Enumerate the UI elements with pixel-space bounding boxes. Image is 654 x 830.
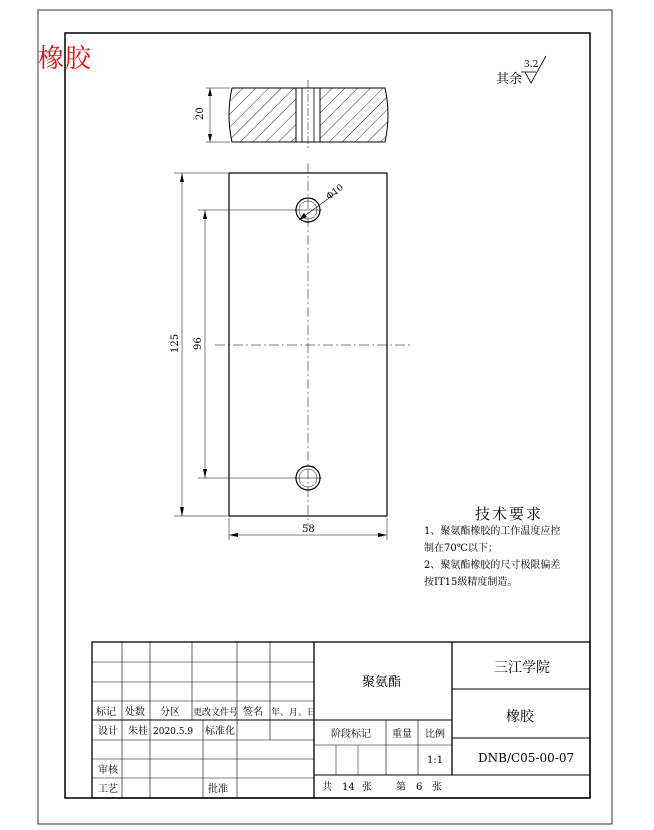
tb-scale-label: 比例 bbox=[425, 729, 445, 740]
tech-line-2: 制在70℃以下； bbox=[424, 543, 498, 554]
tb-design-label: 设计 bbox=[98, 726, 118, 737]
tb-part-name: 橡胶 bbox=[506, 709, 534, 725]
dim-thickness: 20 bbox=[195, 107, 206, 120]
tb-material: 聚氨酯 bbox=[362, 675, 402, 690]
tb-sheet-unit: 张 bbox=[362, 782, 372, 793]
tb-sheet-no: 6 bbox=[416, 782, 423, 793]
tb-header-count: 处数 bbox=[125, 707, 145, 718]
tb-sheet-total-label: 共 bbox=[322, 782, 332, 793]
section-view bbox=[206, 80, 388, 150]
tech-line-1: 1、聚氨酯橡胶的工作温度应控 bbox=[424, 526, 561, 537]
tb-header-zone: 分区 bbox=[160, 707, 180, 718]
dim-height: 125 bbox=[170, 333, 181, 353]
technical-requirements bbox=[424, 506, 594, 591]
front-view bbox=[174, 163, 412, 540]
tb-review-label: 审核 bbox=[98, 765, 118, 776]
tech-line-3: 2、聚氨酯橡胶的尺寸极限偏差 bbox=[424, 560, 561, 571]
tb-standard-label: 标准化 bbox=[205, 726, 235, 737]
tb-stage-label: 阶段标记 bbox=[331, 729, 371, 740]
dim-hole-diameter: Φ10 bbox=[324, 182, 346, 203]
part-title-watermark: 橡胶 bbox=[38, 44, 93, 74]
tb-sheet-no-label: 第 bbox=[396, 782, 406, 793]
tb-process-label: 工艺 bbox=[98, 784, 118, 795]
tb-designer: 朱桂 bbox=[128, 726, 148, 737]
dim-width: 58 bbox=[302, 524, 315, 535]
tb-sheet-total: 14 bbox=[342, 782, 355, 793]
tech-line-4: 按IT15级精度制造。 bbox=[424, 577, 518, 588]
roughness-symbol bbox=[496, 56, 546, 87]
tb-header-date: 年、月、日 bbox=[271, 708, 317, 718]
inner-border bbox=[65, 33, 590, 798]
tb-design-date: 2020.5.9 bbox=[153, 727, 194, 737]
svg-text:其余: 其余 bbox=[496, 72, 523, 87]
tech-title: 技术要求 bbox=[474, 505, 543, 523]
tb-header-docno: 更改文件号 bbox=[193, 708, 239, 718]
tb-weight-label: 重量 bbox=[392, 729, 412, 740]
dim-pitch: 96 bbox=[193, 337, 204, 350]
tb-scale-value: 1:1 bbox=[427, 755, 444, 766]
tb-header-mark: 标记 bbox=[96, 707, 116, 718]
svg-text:3.2: 3.2 bbox=[524, 60, 539, 70]
tb-approve-label: 批准 bbox=[208, 784, 228, 795]
tb-drawing-no: DNB/C05-00-07 bbox=[478, 751, 575, 765]
tb-school: 三江学院 bbox=[494, 660, 550, 676]
tb-header-sign: 签名 bbox=[243, 707, 263, 718]
tb-sheet-no-unit: 张 bbox=[432, 782, 442, 793]
